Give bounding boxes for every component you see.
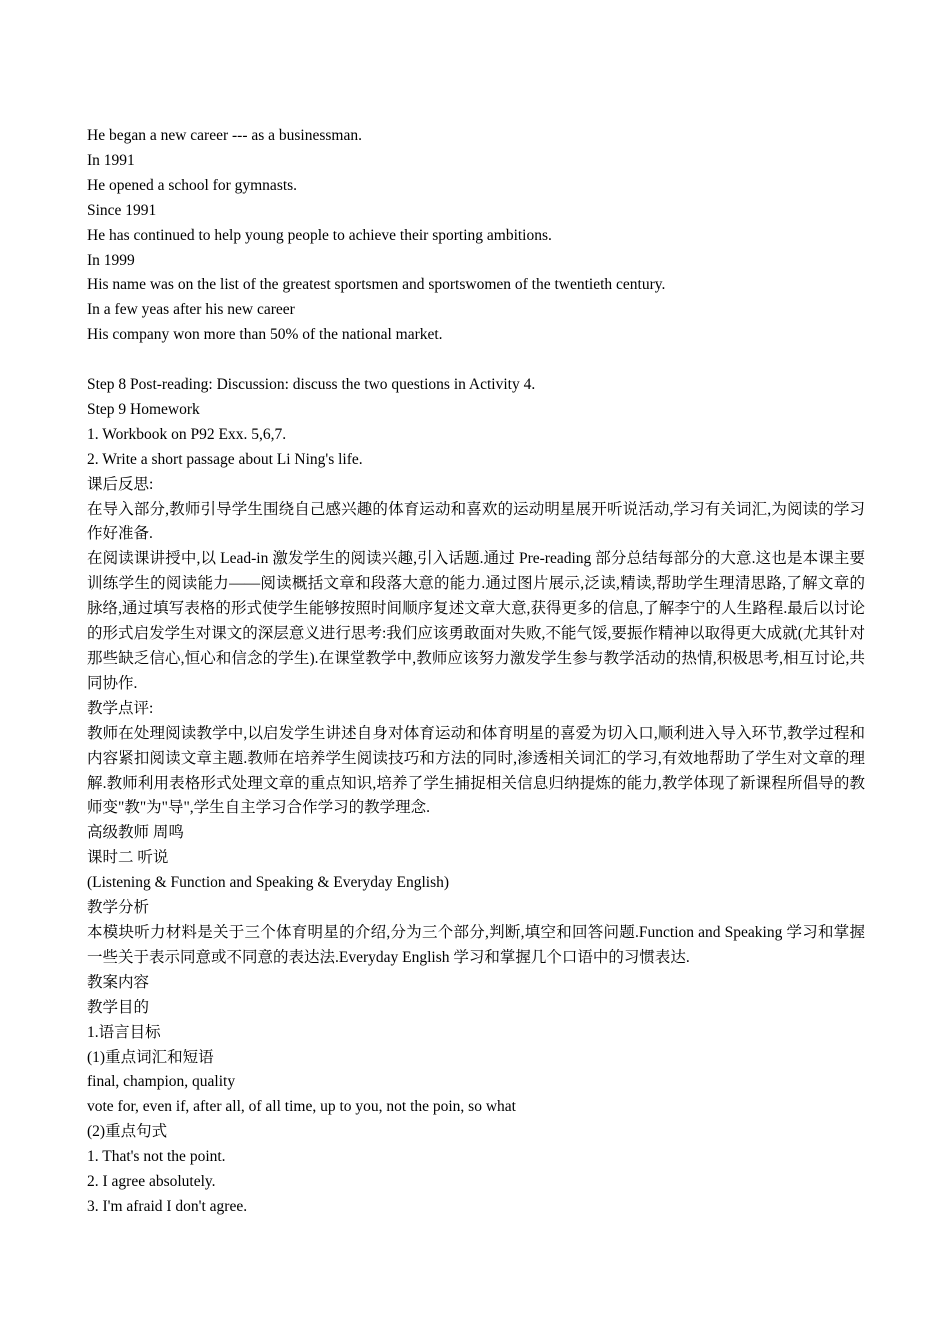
sentence-item: 3. I'm afraid I don't agree. (87, 1197, 248, 1215)
reflection-paragraph: 在阅读课讲授中,以 Lead-in 激发学生的阅读兴趣,引入话题.通过 Pre-reading 部分总结每部分的大意.这也是本课主要训练学生的阅读能力——阅读概括文章和段落大意的能力.通过图片展示,泛读,精读,帮助学生理清思路,了解文章的脉络,通过填写表格的形式使学生能够按照时间顺序复述文章大意,获得更多的信息,了解李宁的人生路程.最后以讨论的形式启发学生对课文的深层意义进行思考:我们应该勇敢面对失败,不能气馁,要振作精神以取得更大成就(尤其针对那些缺乏信心,恒心和信念的学生).在课堂教学中,教师应该努力激发学生参与教学活动的热情,积极思考,相互讨论,共同协作. (87, 550, 865, 692)
timeline-line: His name was on the list of the greatest sportsmen and sportswomen of the twentieth century. (87, 276, 666, 294)
goals-heading: 教学目的 (87, 998, 150, 1016)
document-page (87, 124, 865, 1220)
plan-heading: 教案内容 (87, 973, 150, 991)
timeline-line: In 1999 (87, 251, 135, 269)
step-9: Step 9 Homework (87, 400, 200, 418)
vocab-heading: (1)重点词汇和短语 (87, 1048, 214, 1066)
blank-line (87, 348, 865, 373)
timeline-line: He has continued to help young people to achieve their sporting ambitions. (87, 226, 552, 244)
sentences-heading: (2)重点句式 (87, 1123, 168, 1141)
timeline-line: In a few yeas after his new career (87, 301, 295, 319)
vocab-list: final, champion, quality (87, 1073, 236, 1091)
step-8: Step 8 Post-reading: Discussion: discuss the two questions in Activity 4. (87, 376, 536, 394)
sentence-item: 1. That's not the point. (87, 1148, 226, 1166)
timeline-line: Since 1991 (87, 201, 157, 219)
timeline-line: He opened a school for gymnasts. (87, 176, 298, 194)
comment-author: 高级教师 周鸣 (87, 824, 184, 842)
homework-item: 1. Workbook on P92 Exx. 5,6,7. (87, 425, 287, 443)
timeline-line: In 1991 (87, 151, 135, 169)
timeline-line: He began a new career --- as a businessman. (87, 127, 362, 144)
comment-paragraph: 教师在处理阅读教学中,以启发学生讲述自身对体育运动和体育明星的喜爱为切入口,顺利进入导入环节,教学过程和内容紧扣阅读文章主题.教师在培养学生阅读技巧和方法的同时,渗透相关词汇的学习,有效地帮助了学生对文章的理解.教师利用表格形式处理文章的重点知识,培养了学生捕捉相关信息归纳提炼的能力,教学体现了新课程所倡导的教师变"教"为"导",学生自主学习合作学习的教学理念. (87, 724, 865, 817)
reflection-paragraph: 在导入部分,教师引导学生围绕自己感兴趣的体育运动和喜欢的运动明星展开听说活动,学习有关词汇,为阅读的学习作好准备. (87, 500, 865, 543)
lesson-title: 课时二 听说 (87, 849, 169, 867)
homework-item: 2. Write a short passage about Li Ning's life. (87, 450, 363, 468)
goal-language: 1.语言目标 (87, 1023, 161, 1041)
phrase-list: vote for, even if, after all, of all time, up to you, not the poin, so what (87, 1098, 516, 1116)
analysis-heading: 教学分析 (87, 899, 150, 917)
reflection-heading: 课后反思: (87, 475, 154, 493)
timeline-line: His company won more than 50% of the national market. (87, 326, 443, 344)
sentence-item: 2. I agree absolutely. (87, 1173, 216, 1191)
comment-heading: 教学点评: (87, 699, 154, 717)
lesson-subtitle: (Listening & Function and Speaking & Everyday English) (87, 874, 450, 892)
analysis-paragraph: 本模块听力材料是关于三个体育明星的介绍,分为三个部分,判断,填空和回答问题.Function and Speaking 学习和掌握一些关于表示同意或不同意的表达法.Everyday English 学习和掌握几个口语中的习惯表达. (87, 923, 865, 966)
